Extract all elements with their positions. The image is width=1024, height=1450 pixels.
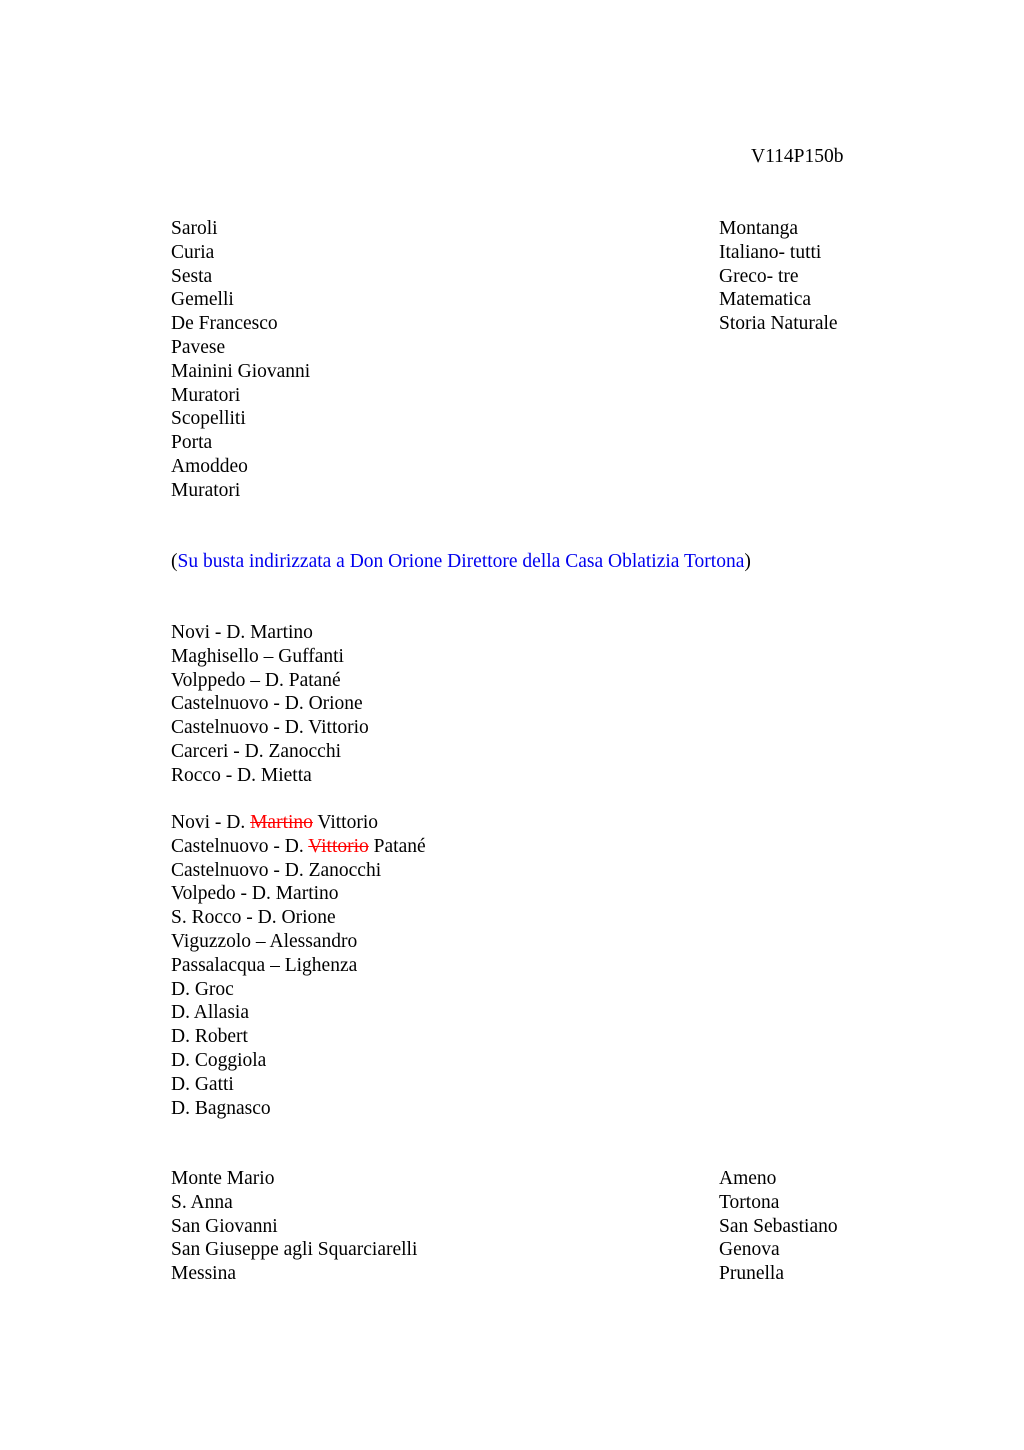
list-item: Pavese <box>171 336 226 358</box>
edited-list-item <box>171 811 426 835</box>
names-list <box>171 217 310 503</box>
list-item: Italiano- tutti <box>719 241 822 263</box>
list-item: D. Bagnasco <box>171 1097 271 1119</box>
subjects-list <box>719 217 838 336</box>
document-code: V114P150b <box>751 146 844 167</box>
list-item: Volpedo - D. Martino <box>171 883 339 905</box>
list-item: Saroli <box>171 218 218 239</box>
list-item: D. Groc <box>171 978 234 1000</box>
list-item: Prunella <box>719 1263 784 1285</box>
places-list-left <box>171 1167 417 1286</box>
places-list-right <box>719 1167 838 1286</box>
envelope-note <box>171 550 751 574</box>
item-prefix: Castelnuovo - D. <box>171 835 309 857</box>
list-item: Carceri - D. Zanocchi <box>171 740 341 762</box>
list-item: S. Anna <box>171 1191 233 1213</box>
list-item: Castelnuovo - D. Zanocchi <box>171 859 382 881</box>
note-text: Su busta indirizzata a Don Orione Direttore della Casa Oblatizia Tortona <box>177 551 745 572</box>
list-item: S. Rocco - D. Orione <box>171 907 336 929</box>
list-item: Amoddeo <box>171 455 248 477</box>
assignments-list <box>171 621 369 788</box>
deleted-text: Martino <box>250 812 313 833</box>
list-item: Messina <box>171 1263 236 1285</box>
list-item: Muratori <box>171 479 241 501</box>
note-close-paren: ) <box>744 551 751 572</box>
list-item: Sesta <box>171 265 213 287</box>
deleted-text: Vittorio <box>308 835 369 857</box>
list-item: D. Coggiola <box>171 1049 267 1071</box>
list-item: Novi - D. Martino <box>171 622 313 643</box>
list-item: Scopelliti <box>171 408 246 430</box>
list-item: Viguzzolo – Alessandro <box>171 930 358 952</box>
item-prefix: Novi - D. <box>171 812 251 833</box>
list-item: Porta <box>171 432 213 454</box>
list-item: Gemelli <box>171 289 234 311</box>
list-item: Storia Naturale <box>719 313 838 335</box>
list-item: De Francesco <box>171 313 278 335</box>
list-item: Matematica <box>719 289 812 311</box>
list-item: San Giovanni <box>171 1215 278 1237</box>
list-item: Monte Mario <box>171 1168 275 1189</box>
list-item: D. Robert <box>171 1026 248 1048</box>
list-item: Muratori <box>171 384 241 406</box>
list-item: Castelnuovo - D. Vittorio <box>171 717 369 739</box>
list-item: D. Allasia <box>171 1002 249 1024</box>
inserted-text: Vittorio <box>312 812 379 833</box>
list-item: Tortona <box>719 1191 780 1213</box>
list-item: Ameno <box>719 1168 777 1189</box>
list-item: Mainini Giovanni <box>171 360 311 382</box>
list-item: San Giuseppe agli Squarciarelli <box>171 1239 418 1261</box>
list-item: Castelnuovo - D. Orione <box>171 693 363 715</box>
revised-assignments-list <box>171 811 426 1120</box>
list-item: Montanga <box>719 218 799 239</box>
list-item: Passalacqua – Lighenza <box>171 954 358 976</box>
list-item: Genova <box>719 1239 780 1261</box>
list-item: D. Gatti <box>171 1073 234 1095</box>
list-item: Greco- tre <box>719 265 799 287</box>
list-item: Curia <box>171 241 215 263</box>
list-item: Maghisello – Guffanti <box>171 645 344 667</box>
edited-list-item <box>171 835 426 859</box>
list-item: Rocco - D. Mietta <box>171 764 312 786</box>
inserted-text: Patané <box>368 835 426 857</box>
list-item: San Sebastiano <box>719 1215 838 1237</box>
list-item: Volppedo – D. Patané <box>171 669 341 691</box>
note-open-paren: ( <box>171 551 178 572</box>
